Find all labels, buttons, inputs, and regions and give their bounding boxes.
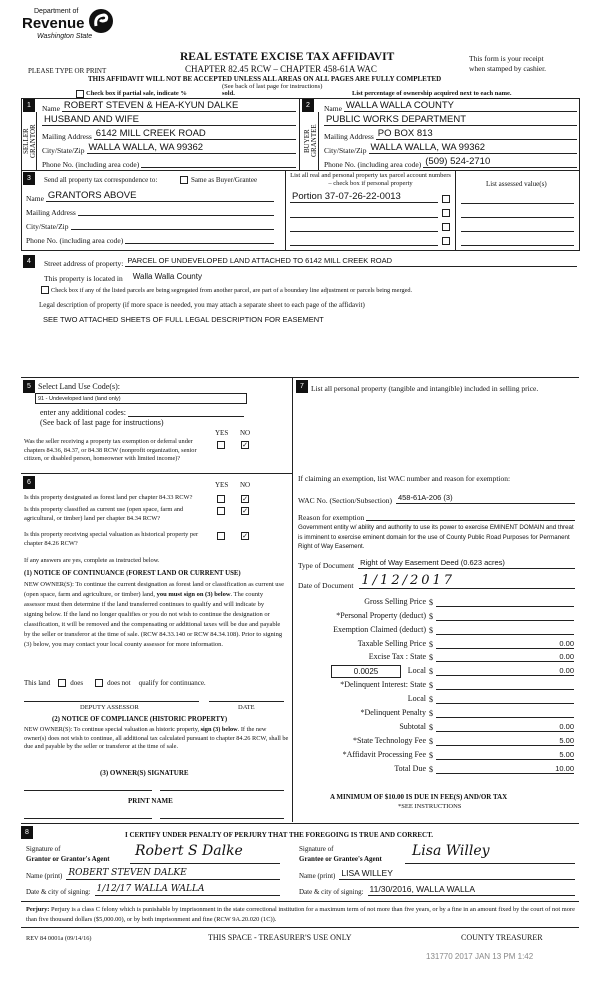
amount-label: Excise Tax : State: [368, 652, 426, 661]
does-not-label: does not: [107, 679, 131, 687]
grantee-name[interactable]: LISA WILLEY: [339, 867, 575, 880]
buyer-phone[interactable]: (509) 524-2710: [423, 156, 577, 168]
yes-checkbox[interactable]: [217, 507, 225, 515]
grantor-signature[interactable]: Robert S Dalke: [135, 843, 243, 859]
section-number: 4: [23, 255, 35, 268]
yes-checkbox[interactable]: [217, 441, 225, 449]
phone-label: Phone No. (including area code): [324, 159, 422, 169]
signature-of-label: Signature of: [26, 845, 61, 853]
city-label: City/State/Zip: [26, 221, 69, 231]
amount-label: Total Due: [394, 764, 426, 773]
owner-signature-title: (3) OWNER(S) SIGNATURE: [100, 769, 189, 777]
wac-number[interactable]: 458-61A-206 (3): [396, 493, 575, 504]
land-use-code: 91 - Undeveloped land (land only): [38, 396, 121, 402]
dollar-sign: $: [429, 751, 433, 760]
no-checkbox-checked[interactable]: ✓: [242, 532, 248, 540]
perjury-notice: [26, 905, 578, 924]
additional-codes-field[interactable]: [128, 416, 244, 417]
amount-value[interactable]: 5.00: [436, 735, 574, 746]
notice-text: NEW OWNER(S): To continue the current designation as forest land or classification as current use (open space, farm and agriculture, or timber) land,: [24, 581, 284, 598]
dollar-sign: $: [429, 695, 433, 704]
certify-statement: I CERTIFY UNDER PENALTY OF PERJURY THAT THE FOREGOING IS TRUE AND CORRECT.: [125, 831, 434, 839]
current-use-question: Is this property classified as current use (open space, farm and agricultural, or timber) land per chapter 84.34 RCW?: [24, 506, 184, 522]
dollar-sign: $: [429, 765, 433, 774]
form-revision: REV 84 0001a (09/14/16): [26, 935, 92, 942]
owner-signature-line[interactable]: [24, 790, 152, 791]
sold-label: sold.: [222, 90, 235, 97]
dollar-sign: $: [429, 737, 433, 746]
buyer-name-2[interactable]: PUBLIC WORKS DEPARTMENT: [324, 114, 577, 126]
no-header: NO: [240, 429, 251, 437]
amount-value[interactable]: 0.00: [436, 651, 574, 662]
no-checkbox-checked[interactable]: ✓: [242, 441, 248, 449]
select-label: Select Land Use Code(s):: [38, 382, 120, 391]
partial-sale-label: Check box if partial sale, indicate %: [86, 90, 187, 97]
perjury-text: Perjury is a class C felony which is punishable by imprisonment in the state correctional institution for a maximum term of not more than five years, or by a fine in an amount fixed by the court of not more than five thousand dollars ($5,000.00), or by both imprisonment and fine (RCW 9A.20.020 (1C)).: [26, 906, 575, 923]
receipt-note-2: when stamped by cashier.: [469, 64, 547, 73]
does-not-checkbox[interactable]: [95, 679, 103, 687]
see-back: (See back of last page for instructions): [222, 83, 323, 90]
dollar-sign: $: [429, 640, 433, 649]
parcel-header: List all real and personal property tax parcel account numbers – check box if personal property: [290, 172, 451, 187]
print-name-line[interactable]: [24, 818, 152, 819]
logo-emblem-icon: [88, 8, 114, 34]
please-type: PLEASE TYPE OR PRINT: [28, 67, 107, 75]
partial-sale-checkbox[interactable]: [76, 90, 84, 98]
buyer-mail[interactable]: PO BOX 813: [376, 128, 577, 140]
amount-label: Gross Selling Price: [364, 597, 426, 606]
personal-property-checkbox[interactable]: [442, 209, 450, 217]
logo-revenue: Revenue: [22, 15, 85, 32]
personal-property-checkbox[interactable]: [442, 223, 450, 231]
personal-property-checkbox[interactable]: [442, 195, 450, 203]
section-number: 3: [23, 172, 35, 185]
grantee-signature[interactable]: Lisa Willey: [412, 843, 490, 859]
seller-city[interactable]: WALLA WALLA, WA 99362: [87, 142, 297, 154]
exemption-label: If claiming an exemption, list WAC number and reason for exemption:: [298, 474, 511, 483]
yes-checkbox[interactable]: [217, 495, 225, 503]
parcel-number[interactable]: Portion 37-07-26-22-0013: [290, 191, 438, 203]
section-number: 2: [302, 99, 314, 112]
land-use-code-select[interactable]: [35, 393, 247, 404]
no-checkbox-checked[interactable]: ✓: [242, 507, 248, 515]
amount-value[interactable]: 0.00: [436, 665, 574, 676]
phone-label: Phone No. (including area code): [42, 159, 140, 169]
seller-name[interactable]: ROBERT STEVEN & HEA-KYUN DALKE: [62, 100, 296, 112]
see-back: (See back of last page for instructions): [40, 418, 164, 427]
notice-continuance-title: (1) NOTICE OF CONTINUANCE (FOREST LAND OR CURRENT USE): [24, 570, 241, 577]
notice-text-bold: sign (3) below: [200, 726, 238, 733]
exemption-reason[interactable]: Government entity w/ ability and authority to use its power to exercise EMINENT DOMAIN and threat is imminent to exercise eminent domain for the use of County Public Road Purposes for Permanent Right of Way Easement.: [298, 524, 574, 550]
yes-header: YES: [215, 481, 229, 489]
amount-value[interactable]: 0.00: [436, 638, 574, 649]
see-instructions: *SEE INSTRUCTIONS: [398, 803, 462, 810]
does-checkbox[interactable]: [58, 679, 66, 687]
yes-checkbox[interactable]: [217, 532, 225, 540]
amount-label: *Personal Property (deduct): [336, 611, 426, 620]
seller-side-label: SELLER GRANTOR: [22, 124, 37, 158]
section-number: 7: [296, 380, 308, 393]
warning: THIS AFFIDAVIT WILL NOT BE ACCEPTED UNLESS ALL AREAS ON ALL PAGES ARE FULLY COMPLETED: [88, 75, 442, 83]
forest-question: Is this property designated as forest land per chapter 84.33 RCW?: [24, 494, 193, 501]
signature-of-label: Signature of: [299, 845, 334, 853]
amount-value[interactable]: 0.00: [436, 721, 574, 732]
correspondence-mail[interactable]: [78, 215, 274, 216]
mail-label: Mailing Address: [42, 131, 92, 141]
amount-label: *State Technology Fee: [352, 736, 426, 745]
personal-property-checkbox[interactable]: [442, 237, 450, 245]
does-label: does: [70, 679, 84, 687]
qualify-label: qualify for continuance.: [138, 679, 206, 687]
name-print-label: Name (print): [26, 872, 63, 880]
this-land-label: This land: [24, 679, 51, 687]
street-label: Street address of property:: [44, 258, 124, 268]
document-type[interactable]: Right of Way Easement Deed (0.623 acres): [358, 558, 575, 569]
reason-label: Reason for exemption: [298, 512, 365, 522]
segregated-label: Check box if any of the listed parcels are being segregated from another parcel, are part of a boundary line adjustment or parcels being merged.: [51, 287, 413, 294]
amount-label: Local: [407, 666, 426, 675]
seller-mail[interactable]: 6142 MILL CREEK ROAD: [94, 128, 296, 140]
name-print-label: Name (print): [299, 872, 336, 880]
notice-text: NEW OWNER(S): To continue special valuation as historic property,: [24, 726, 201, 733]
date-city-label: Date & city of signing:: [299, 888, 364, 896]
phone-label: Phone No. (including area code): [26, 235, 124, 245]
reason-field[interactable]: [366, 520, 575, 521]
grantor-date-city[interactable]: 1/12/17 WALLA WALLA: [95, 883, 280, 896]
amount-value[interactable]: 5.00: [436, 749, 574, 760]
amount-value[interactable]: [436, 610, 574, 621]
grantor-agent-label: Grantor or Grantor's Agent: [26, 855, 110, 863]
amount-value[interactable]: [436, 624, 574, 635]
notice-text: . The county assessor must then determine if the land transferred continues to qualify and will indicate by signing below. If the land no longer qualifies or you do not wish to continue the designation or classification, it will be removed and the compensating or additional taxes will be due and payable by the seller or transferor at the time of sale. (RCW 84.33.140 or RCW 84.34.108). Prior to signing (3) below, you may contact your local county assessor for more information.: [24, 591, 283, 648]
document-type-label: Type of Document: [298, 560, 355, 570]
county[interactable]: Walla Walla County: [132, 272, 202, 281]
historic-question: Is this property receiving special valuation as historical property per chapter 84.26 RCW?: [24, 531, 199, 547]
grantor-name[interactable]: ROBERT STEVEN DALKE: [66, 867, 280, 880]
buyer-city[interactable]: WALLA WALLA, WA 99362: [369, 142, 578, 154]
form-chapter: CHAPTER 82.45 RCW – CHAPTER 458-61A WAC: [185, 64, 377, 74]
legal-description[interactable]: SEE TWO ATTACHED SHEETS OF FULL LEGAL DESCRIPTION FOR EASEMENT: [43, 315, 324, 324]
dollar-sign: $: [429, 681, 433, 690]
additional-codes-label: enter any additional codes:: [40, 408, 126, 417]
dollar-sign: $: [429, 723, 433, 732]
dollar-sign: $: [429, 626, 433, 635]
amount-value[interactable]: [436, 596, 574, 607]
buyer-name[interactable]: WALLA WALLA COUNTY: [344, 100, 577, 112]
notice-compliance-title: (2) NOTICE OF COMPLIANCE (HISTORIC PROPERTY): [52, 716, 228, 723]
name-label: Name: [42, 103, 60, 113]
exemption-question: Was the seller receiving a property tax exemption or deferral under chapters 84.36, 84.37, or 84.38 RCW (nonprofit organization, senior citizen, or disabled person, homeowner with limited income)?: [24, 438, 197, 462]
form-title: REAL ESTATE EXCISE TAX AFFIDAVIT: [180, 51, 395, 63]
wac-label: WAC No. (Section/Subsection): [298, 495, 392, 505]
if-yes-note: If any answers are yes, complete as instructed below.: [24, 557, 160, 564]
section-number: 5: [23, 380, 35, 393]
amount-value[interactable]: [436, 693, 574, 704]
personal-property-label: List all personal property (tangible and intangible) included in selling price.: [311, 384, 539, 393]
dollar-sign: $: [429, 667, 433, 676]
grantee-date-city[interactable]: 11/30/2016, WALLA WALLA: [368, 883, 575, 896]
document-date[interactable]: 1/12/2017: [359, 573, 575, 589]
document-date-label: Date of Document: [298, 580, 354, 590]
county-treasurer-label: COUNTY TREASURER: [461, 933, 543, 942]
same-as-buyer-label: Same as Buyer/Grantee: [191, 176, 258, 184]
assessed-header: List assessed value(s): [486, 180, 547, 188]
street-address[interactable]: PARCEL OF UNDEVELOPED LAND ATTACHED TO 6142 MILL CREEK ROAD: [125, 256, 577, 267]
receipt-note: This form is your receipt: [469, 54, 544, 63]
section-number: 6: [23, 476, 35, 489]
mail-label: Mailing Address: [26, 207, 76, 217]
name-label: Name: [26, 193, 44, 203]
correspondence-city[interactable]: [71, 229, 275, 230]
grantee-agent-label: Grantee or Grantee's Agent: [299, 855, 382, 863]
print-name-label: PRINT NAME: [128, 797, 173, 805]
amount-label: *Affidavit Processing Fee: [342, 750, 426, 759]
treasurer-space-label: THIS SPACE - TREASURER'S USE ONLY: [208, 933, 352, 942]
same-as-buyer-checkbox[interactable]: [180, 176, 188, 184]
segregated-checkbox[interactable]: [41, 286, 49, 294]
seller-name-2[interactable]: HUSBAND AND WIFE: [42, 114, 296, 126]
dollar-sign: $: [429, 612, 433, 621]
date-label: DATE: [238, 704, 255, 711]
no-header: NO: [240, 481, 251, 489]
section-number: 1: [23, 99, 35, 112]
seller-phone[interactable]: [141, 167, 296, 168]
local-rate: 0.0025: [353, 667, 379, 676]
dollar-sign: $: [429, 709, 433, 718]
amount-label: Subtotal: [399, 722, 426, 731]
continuance-row: [24, 679, 206, 687]
perjury-label: Perjury:: [26, 906, 50, 913]
correspondence-phone[interactable]: [125, 243, 274, 244]
amount-label: Exemption Claimed (deduct): [333, 625, 426, 634]
amount-label: Taxable Selling Price: [357, 639, 426, 648]
owner-signature-line[interactable]: [160, 790, 284, 791]
dollar-sign: $: [429, 598, 433, 607]
name-label: Name: [324, 103, 342, 113]
logo-state: Washington State: [37, 33, 93, 40]
send-label: Send all property tax correspondence to:: [44, 176, 158, 184]
yes-header: YES: [215, 429, 229, 437]
treasurer-stamp: 131770 2017 JAN 13 PM 1:42: [426, 952, 534, 961]
amount-label: *Delinquent Interest: State: [340, 680, 426, 689]
correspondence-name[interactable]: GRANTORS ABOVE: [46, 190, 274, 202]
print-name-line[interactable]: [160, 818, 284, 819]
minimum-note: A MINIMUM OF $10.00 IS DUE IN FEE(S) AND/OR TAX: [330, 793, 508, 801]
ownership-note: List percentage of ownership acquired next to each name.: [352, 90, 512, 97]
city-label: City/State/Zip: [324, 145, 367, 155]
amount-value[interactable]: 10.00: [436, 763, 574, 774]
notice-text: . If the new owner(s) does not wish to continue, all additional tax calculated pursuant to chapter 84.26 RCW, shall be due and payable by the seller or transferor at the time of sale.: [24, 726, 289, 751]
dollar-sign: $: [429, 653, 433, 662]
amount-label: *Delinquent Penalty: [360, 708, 426, 717]
no-checkbox-checked[interactable]: ✓: [242, 495, 248, 503]
city-label: City/State/Zip: [42, 145, 85, 155]
located-label: This property is located in: [44, 273, 123, 283]
amount-value[interactable]: [436, 707, 574, 718]
legal-label: Legal description of property (if more space is needed, you may attach a separate sheet to each page of the affidavit): [39, 301, 365, 309]
buyer-side-label: BUYER GRANTEE: [303, 124, 318, 158]
logo-dept: Department of: [34, 8, 79, 15]
amount-label: Local: [407, 694, 426, 703]
section-number: 8: [21, 826, 33, 839]
amount-value[interactable]: [436, 679, 574, 690]
mail-label: Mailing Address: [324, 131, 374, 141]
date-city-label: Date & city of signing:: [26, 888, 91, 896]
local-rate-field[interactable]: [331, 665, 401, 678]
deputy-assessor-label: DEPUTY ASSESSOR: [80, 704, 139, 711]
notice-text-bold: you must sign on (3) below: [156, 591, 231, 598]
